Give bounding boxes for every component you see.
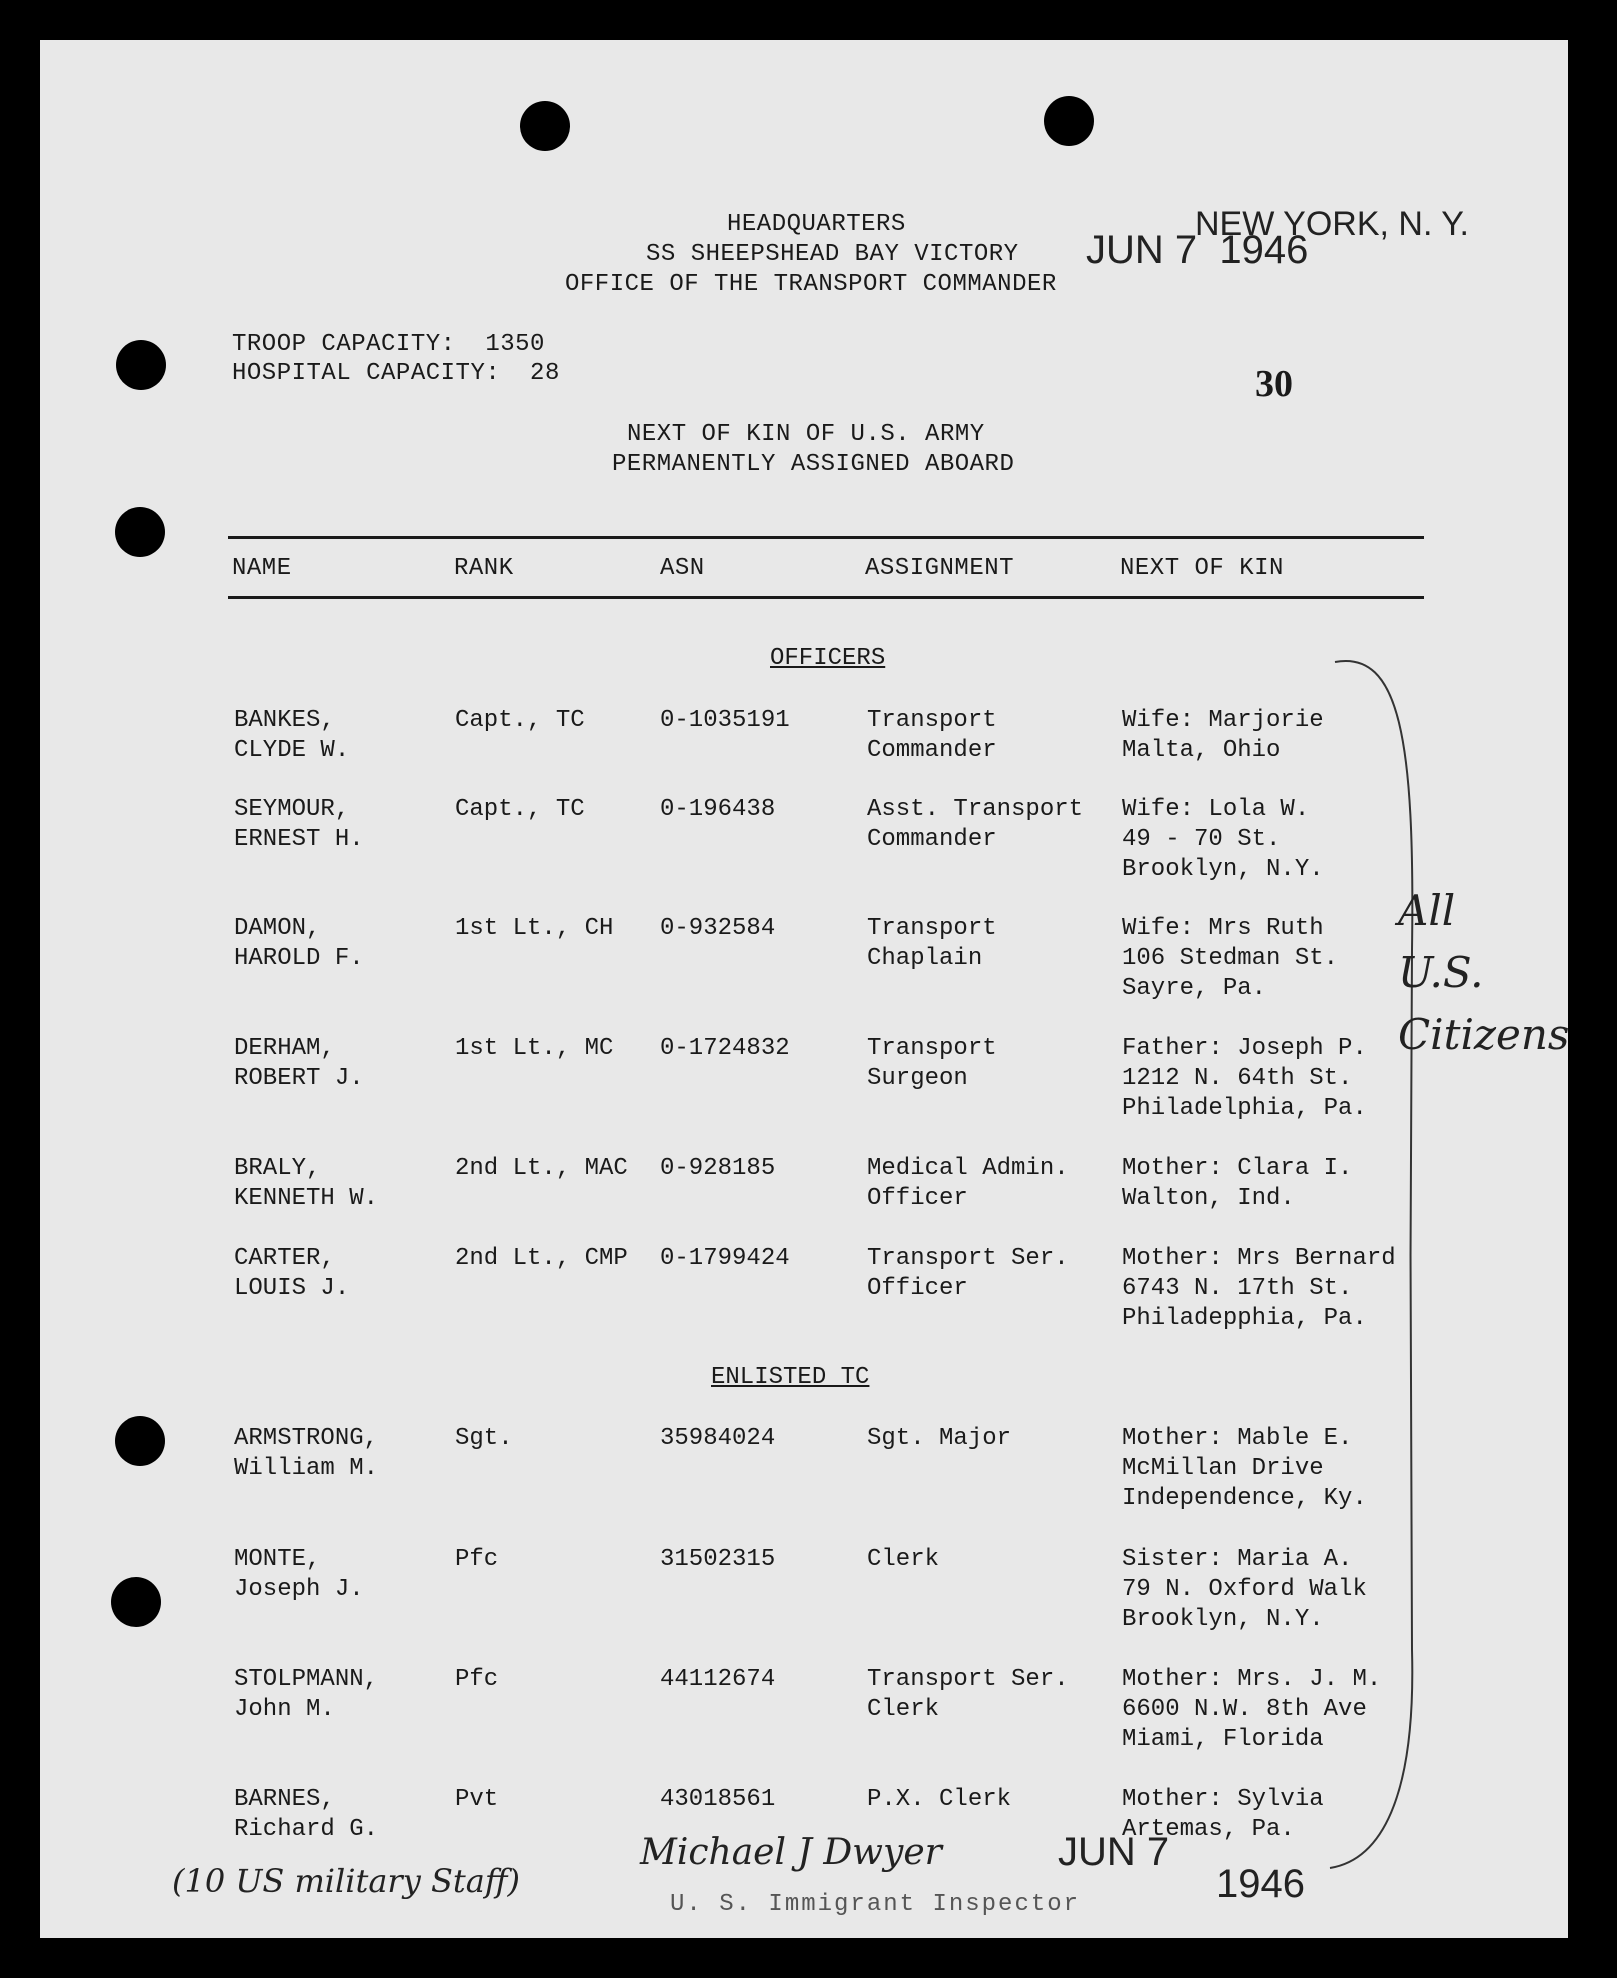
cell-kin: Sister: Maria A. 79 N. Oxford Walk Brooklyn, N.Y. [1122,1546,1367,1633]
cell-assignment: Asst. Transport Commander [867,796,1084,853]
cell-name: BARNES, Richard G. [234,1786,379,1843]
cell-rank: 2nd Lt., MAC [455,1155,628,1182]
punch-hole [115,507,165,557]
punch-hole [115,1416,165,1466]
cell-rank: Pfc [455,1666,499,1693]
date-stamp-top: JUN 7 1946 [1086,228,1309,272]
punch-hole [1044,96,1094,146]
cell-name: SEYMOUR, ERNEST H. [234,796,364,853]
title-line-1: NEXT OF KIN OF U.S. ARMY [627,421,985,448]
cell-assignment: Transport Ser. Officer [867,1245,1069,1302]
page-number: 30 [1255,363,1293,405]
cell-kin: Father: Joseph P. 1212 N. 64th St. Philadelphia, Pa. [1122,1035,1367,1122]
section-officers: OFFICERS [770,645,886,672]
cell-rank: 1st Lt., CH [455,915,614,942]
cell-kin: Mother: Mrs Bernard 6743 N. 17th St. Philadepphia, Pa. [1122,1245,1396,1332]
cell-rank: Pvt [455,1786,499,1813]
header-line-3: OFFICE OF THE TRANSPORT COMMANDER [565,271,1057,298]
cell-asn: 0-1724832 [660,1035,790,1062]
cell-kin: Wife: Lola W. 49 - 70 St. Brooklyn, N.Y. [1122,796,1324,883]
cell-asn: 0-1035191 [660,707,790,734]
margin-note-handwritten: All U.S. Citizens [1398,886,1570,1059]
troop-capacity: TROOP CAPACITY: 1350 [232,331,545,358]
cell-assignment: Transport Ser. Clerk [867,1666,1069,1723]
cell-asn: 0-1799424 [660,1245,790,1272]
cell-kin: Mother: Mable E. McMillan Drive Independence, Ky. [1122,1425,1367,1512]
cell-asn: 35984024 [660,1425,776,1452]
punch-hole [116,340,166,390]
cell-rank: Capt., TC [455,796,585,823]
cell-kin: Mother: Sylvia Artemas, Pa. [1122,1786,1324,1843]
cell-asn: 0-196438 [660,796,776,823]
cell-assignment: Transport Chaplain [867,915,997,972]
cell-assignment: P.X. Clerk [867,1786,1012,1813]
cell-kin: Wife: Mrs Ruth 106 Stedman St. Sayre, Pa. [1122,915,1339,1002]
cell-asn: 0-932584 [660,915,776,942]
cell-assignment: Clerk [867,1546,940,1573]
cell-name: STOLPMANN, John M. [234,1666,379,1723]
cell-name: DAMON, HAROLD F. [234,915,364,972]
cell-asn: 43018561 [660,1786,776,1813]
cell-name: BANKES, CLYDE W. [234,707,350,764]
column-header-name: NAME [232,555,292,582]
column-header-next-of-kin: NEXT OF KIN [1120,555,1284,582]
cell-asn: 31502315 [660,1546,776,1573]
cell-assignment: Transport Commander [867,707,997,764]
inspector-signature: Michael J Dwyer [640,1832,942,1873]
date-stamp-bottom-year: 1946 [1216,1862,1305,1906]
cell-assignment: Medical Admin. Officer [867,1155,1069,1212]
cell-asn: 0-928185 [660,1155,776,1182]
cell-name: CARTER, LOUIS J. [234,1245,350,1302]
cell-kin: Mother: Mrs. J. M. 6600 N.W. 8th Ave Miami, Florida [1122,1666,1382,1753]
header-rule-top [228,536,1424,539]
cell-rank: 1st Lt., MC [455,1035,614,1062]
header-line-1: HEADQUARTERS [727,211,906,238]
title-line-2: PERMANENTLY ASSIGNED ABOARD [612,451,1015,478]
punch-hole [520,101,570,151]
cell-assignment: Sgt. Major [867,1425,1012,1452]
hospital-capacity: HOSPITAL CAPACITY: 28 [232,360,560,387]
column-header-assignment: ASSIGNMENT [865,555,1015,582]
date-stamp-bottom-month-day: JUN 7 [1058,1830,1170,1874]
cell-rank: Capt., TC [455,707,585,734]
header-rule-bottom [228,596,1424,599]
cell-assignment: Transport Surgeon [867,1035,997,1092]
margin-bracket [1320,650,1480,1880]
place-stamp-top: NEW YORK, N. Y. [1195,205,1469,243]
cell-name: ARMSTRONG, William M. [234,1425,379,1482]
header-line-2: SS SHEEPSHEAD BAY VICTORY [646,241,1019,268]
cell-name: BRALY, KENNETH W. [234,1155,379,1212]
inspector-label: U. S. Immigrant Inspector [670,1891,1081,1918]
cell-rank: Sgt. [455,1425,513,1452]
cell-name: MONTE, Joseph J. [234,1546,364,1603]
cell-rank: Pfc [455,1546,499,1573]
cell-rank: 2nd Lt., CMP [455,1245,628,1272]
cell-name: DERHAM, ROBERT J. [234,1035,364,1092]
section-enlisted: ENLISTED TC [711,1364,870,1391]
column-header-rank: RANK [454,555,514,582]
column-header-asn: ASN [660,555,705,582]
cell-kin: Mother: Clara I. Walton, Ind. [1122,1155,1353,1212]
bottom-left-handwritten-note: (10 US military Staff) [172,1862,520,1900]
cell-asn: 44112674 [660,1666,776,1693]
punch-hole [111,1577,161,1627]
cell-kin: Wife: Marjorie Malta, Ohio [1122,707,1324,764]
